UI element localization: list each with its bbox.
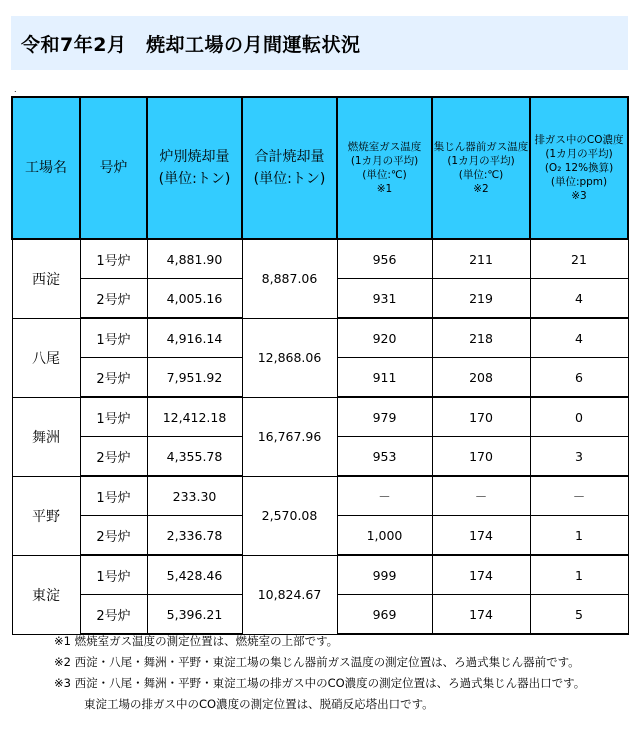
header-line: ※2 — [473, 183, 489, 195]
header-furnace-temp — [337, 97, 432, 239]
unit-name: 1号炉 — [80, 555, 147, 595]
header-line: (単位:トン) — [253, 171, 326, 187]
dust-temp: 170 — [432, 437, 530, 477]
unit-name: 2号炉 — [80, 595, 147, 635]
header-unit: 号炉 — [80, 97, 147, 239]
header-unit-amount — [147, 97, 242, 239]
header-line: ※3 — [571, 190, 587, 202]
co-value: 5 — [530, 595, 628, 635]
total-amount: 10,824.67 — [242, 555, 337, 634]
marker-dot: . — [14, 85, 17, 94]
dust-temp: 218 — [432, 318, 530, 358]
furnace-temp: 953 — [337, 437, 432, 477]
dust-temp: － — [432, 476, 530, 516]
header-total-amount — [242, 97, 337, 239]
header-line: ※1 — [376, 183, 393, 195]
co-value: 6 — [530, 358, 628, 398]
header-line: 燃焼室ガス温度 — [347, 141, 422, 153]
furnace-temp: 931 — [337, 279, 432, 319]
header-line: (単位:ppm) — [550, 176, 608, 188]
co-value: 1 — [530, 555, 628, 595]
operation-table — [11, 96, 629, 635]
header-row — [12, 97, 628, 239]
unit-amount: 4,916.14 — [147, 318, 242, 358]
header-line: 炉別焼却量 — [159, 149, 230, 165]
unit-amount: 233.30 — [147, 476, 242, 516]
furnace-temp: 999 — [337, 555, 432, 595]
footnote: ※3 西淀・八尾・舞洲・平野・東淀工場の排ガス中のCO濃度の測定位置は、ろ過式集じん器出口です。 — [54, 676, 586, 690]
header-dust-temp — [432, 97, 530, 239]
footnotes — [54, 631, 585, 715]
total-amount: 2,570.08 — [242, 476, 337, 555]
unit-name: 1号炉 — [80, 397, 147, 437]
total-amount: 12,868.06 — [242, 318, 337, 397]
unit-amount: 7,951.92 — [147, 358, 242, 398]
unit-name: 2号炉 — [80, 437, 147, 477]
unit-name: 2号炉 — [80, 358, 147, 398]
unit-amount: 4,355.78 — [147, 437, 242, 477]
plant-name: 舞洲 — [12, 397, 80, 476]
dust-temp: 174 — [432, 595, 530, 635]
header-co — [530, 97, 628, 239]
unit-name: 1号炉 — [80, 476, 147, 516]
plant-name: 西淀 — [12, 239, 80, 318]
furnace-temp: 969 — [337, 595, 432, 635]
plant-name: 八尾 — [12, 318, 80, 397]
dust-temp: 211 — [432, 239, 530, 279]
furnace-temp: 911 — [337, 358, 432, 398]
header-line: (単位:℃) — [458, 169, 504, 181]
co-value: 4 — [530, 279, 628, 319]
furnace-temp: 1,000 — [337, 516, 432, 556]
co-value: 1 — [530, 516, 628, 556]
page-title: 令和7年2月 焼却工場の月間運転状況 — [11, 16, 628, 70]
table-row — [12, 318, 628, 358]
furnace-temp: － — [337, 476, 432, 516]
header-line: (単位:トン) — [158, 171, 231, 187]
unit-name: 1号炉 — [80, 239, 147, 279]
unit-name: 2号炉 — [80, 516, 147, 556]
table-row — [12, 555, 628, 595]
table-row — [12, 239, 628, 279]
furnace-temp: 956 — [337, 239, 432, 279]
total-amount: 8,887.06 — [242, 239, 337, 318]
header-line: 集じん器前ガス温度 — [433, 141, 529, 153]
footnote: ※2 西淀・八尾・舞洲・平野・東淀工場の集じん器前ガス温度の測定位置は、ろ過式集じん器前です。 — [54, 655, 580, 669]
co-value: 3 — [530, 437, 628, 477]
unit-amount: 5,428.46 — [147, 555, 242, 595]
dust-temp: 208 — [432, 358, 530, 398]
header-plant: 工場名 — [12, 97, 80, 239]
footnote: 東淀工場の排ガス中のCO濃度の測定位置は、脱硝反応塔出口です。 — [84, 697, 434, 711]
co-value: － — [530, 476, 628, 516]
plant-name: 平野 — [12, 476, 80, 555]
header-line: (単位:℃) — [362, 169, 407, 181]
unit-name: 1号炉 — [80, 318, 147, 358]
co-value: 21 — [530, 239, 628, 279]
header-line: (1カ月の平均) — [447, 155, 515, 167]
dust-temp: 174 — [432, 555, 530, 595]
unit-amount: 5,396.21 — [147, 595, 242, 635]
unit-amount: 4,881.90 — [147, 239, 242, 279]
unit-amount: 4,005.16 — [147, 279, 242, 319]
table-row — [12, 397, 628, 437]
header-line: 合計焼却量 — [254, 149, 325, 165]
co-value: 4 — [530, 318, 628, 358]
table-row — [12, 476, 628, 516]
footnote: ※1 燃焼室ガス温度の測定位置は、燃焼室の上部です。 — [54, 634, 339, 648]
dust-temp: 174 — [432, 516, 530, 556]
unit-amount: 2,336.78 — [147, 516, 242, 556]
dust-temp: 219 — [432, 279, 530, 319]
unit-name: 2号炉 — [80, 279, 147, 319]
header-line: 排ガス中のCO濃度 — [534, 134, 624, 146]
header-line: (1カ月の平均) — [545, 148, 613, 160]
unit-amount: 12,412.18 — [147, 397, 242, 437]
furnace-temp: 920 — [337, 318, 432, 358]
total-amount: 16,767.96 — [242, 397, 337, 476]
header-line: (O₂ 12%換算) — [544, 162, 614, 174]
co-value: 0 — [530, 397, 628, 437]
header-line: (1カ月の平均) — [350, 155, 419, 167]
furnace-temp: 979 — [337, 397, 432, 437]
dust-temp: 170 — [432, 397, 530, 437]
plant-name: 東淀 — [12, 555, 80, 634]
